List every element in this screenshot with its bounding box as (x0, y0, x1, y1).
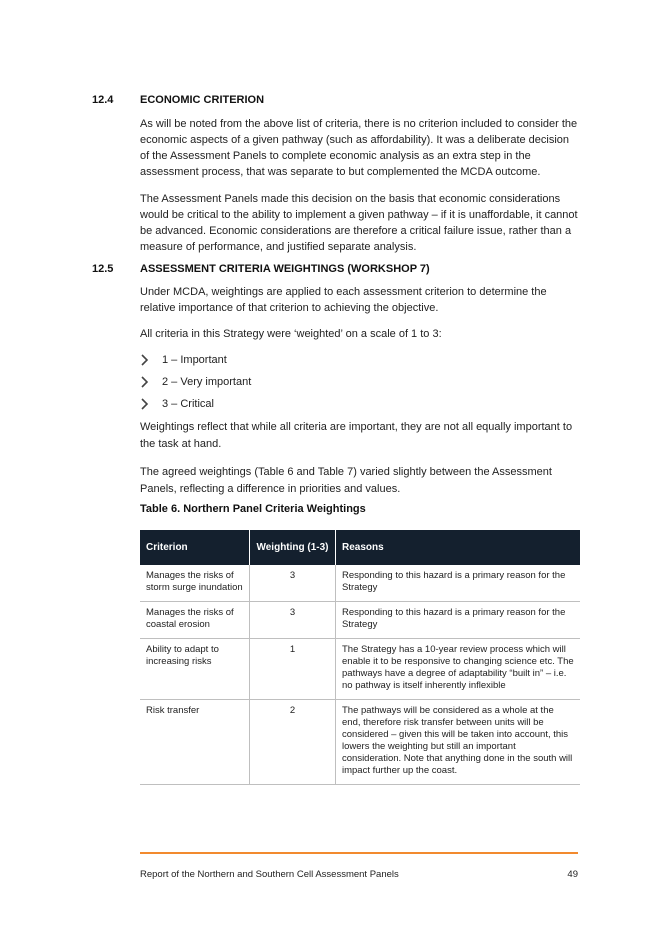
paragraph: The agreed weightings (Table 6 and Table 7) varied slightly between the Assessment Panels, reflecting a difference in priorities and values. (140, 466, 552, 495)
weighting-cell: 2 (250, 700, 336, 785)
table-row (140, 700, 580, 785)
reasons-cell: Responding to this hazard is a primary reason for the Strategy (336, 565, 581, 602)
reasons-cell: The pathways will be considered as a whole at the end, therefore risk transfer between units will be considered – given this will be taken into account, this lowers the weighting but still an important consideration. Note that anything done in the south will impact further up the coast. (336, 700, 581, 785)
reasons-cell: The Strategy has a 10-year review process which will enable it to be responsive to changing science etc. The pathways have a degree of adaptability “built in” – i.e. no pathway is itself inherently inflexible (336, 639, 581, 700)
reasons-cell: Responding to this hazard is a primary reason for the Strategy (336, 602, 581, 639)
table-row (140, 565, 580, 602)
section-title: ECONOMIC CRITERION (140, 94, 265, 106)
paragraph: Weightings reflect that while all criteria are important, they are not all equally important to the task at hand. (140, 421, 573, 450)
criterion-cell: Ability to adapt to increasing risks (140, 639, 250, 700)
paragraph: All criteria in this Strategy were ‘weighted’ on a scale of 1 to 3: (140, 328, 442, 340)
table-caption: Table 6. Northern Panel Criteria Weightings (140, 503, 366, 515)
section-number: 12.5 (92, 263, 114, 275)
criterion-cell: Risk transfer (140, 700, 250, 785)
paragraph: The Assessment Panels made this decision on the basis that economic considerations would be critical to the ability to implement a given pathway – if it is unaffordable, it cannot be advanced. Economic considerations are therefore a critical failure issue, rather than a measure of performance, and justified separate analysis. (140, 193, 578, 253)
section-number: 12.4 (92, 94, 114, 106)
column-header-reasons: Reasons (336, 530, 581, 565)
list-item-label: 2 – Very important (162, 376, 252, 388)
section-12-4-body (140, 116, 580, 255)
page-number: 49 (567, 869, 578, 880)
paragraph: Under MCDA, weightings are applied to each assessment criterion to determine the relative importance of that criterion to achieving the objective. (140, 286, 547, 314)
chevron-right-icon (140, 398, 150, 410)
criterion-cell: Manages the risks of coastal erosion (140, 602, 250, 639)
weighting-cell: 3 (250, 602, 336, 639)
criteria-weightings-table (140, 530, 580, 785)
criterion-cell: Manages the risks of storm surge inundation (140, 565, 250, 602)
section-12-5-body (140, 419, 580, 498)
list-item-label: 3 – Critical (162, 398, 214, 410)
footer-report-title: Report of the Northern and Southern Cell Assessment Panels (140, 869, 399, 880)
list-item-label: 1 – Important (162, 354, 227, 366)
chevron-right-icon (140, 354, 150, 366)
section-12-5-intro (140, 284, 580, 342)
footer-rule (140, 852, 578, 854)
chevron-right-icon (140, 376, 150, 388)
weighting-cell: 3 (250, 565, 336, 602)
table-row (140, 602, 580, 639)
paragraph: As will be noted from the above list of criteria, there is no criterion included to consider the economic aspects of a given pathway (such as affordability). It was a deliberate decision of the Assessment Panels to complete economic analysis as an extra step in the assessment process, that was separate to but complemented the MCDA outcome. (140, 118, 578, 178)
section-title: ASSESSMENT CRITERIA WEIGHTINGS (WORKSHOP 7) (140, 263, 430, 275)
column-header-criterion: Criterion (140, 530, 250, 565)
column-header-weighting: Weighting (1-3) (250, 530, 336, 565)
table-row (140, 639, 580, 700)
weighting-cell: 1 (250, 639, 336, 700)
table-header-row (140, 530, 580, 565)
